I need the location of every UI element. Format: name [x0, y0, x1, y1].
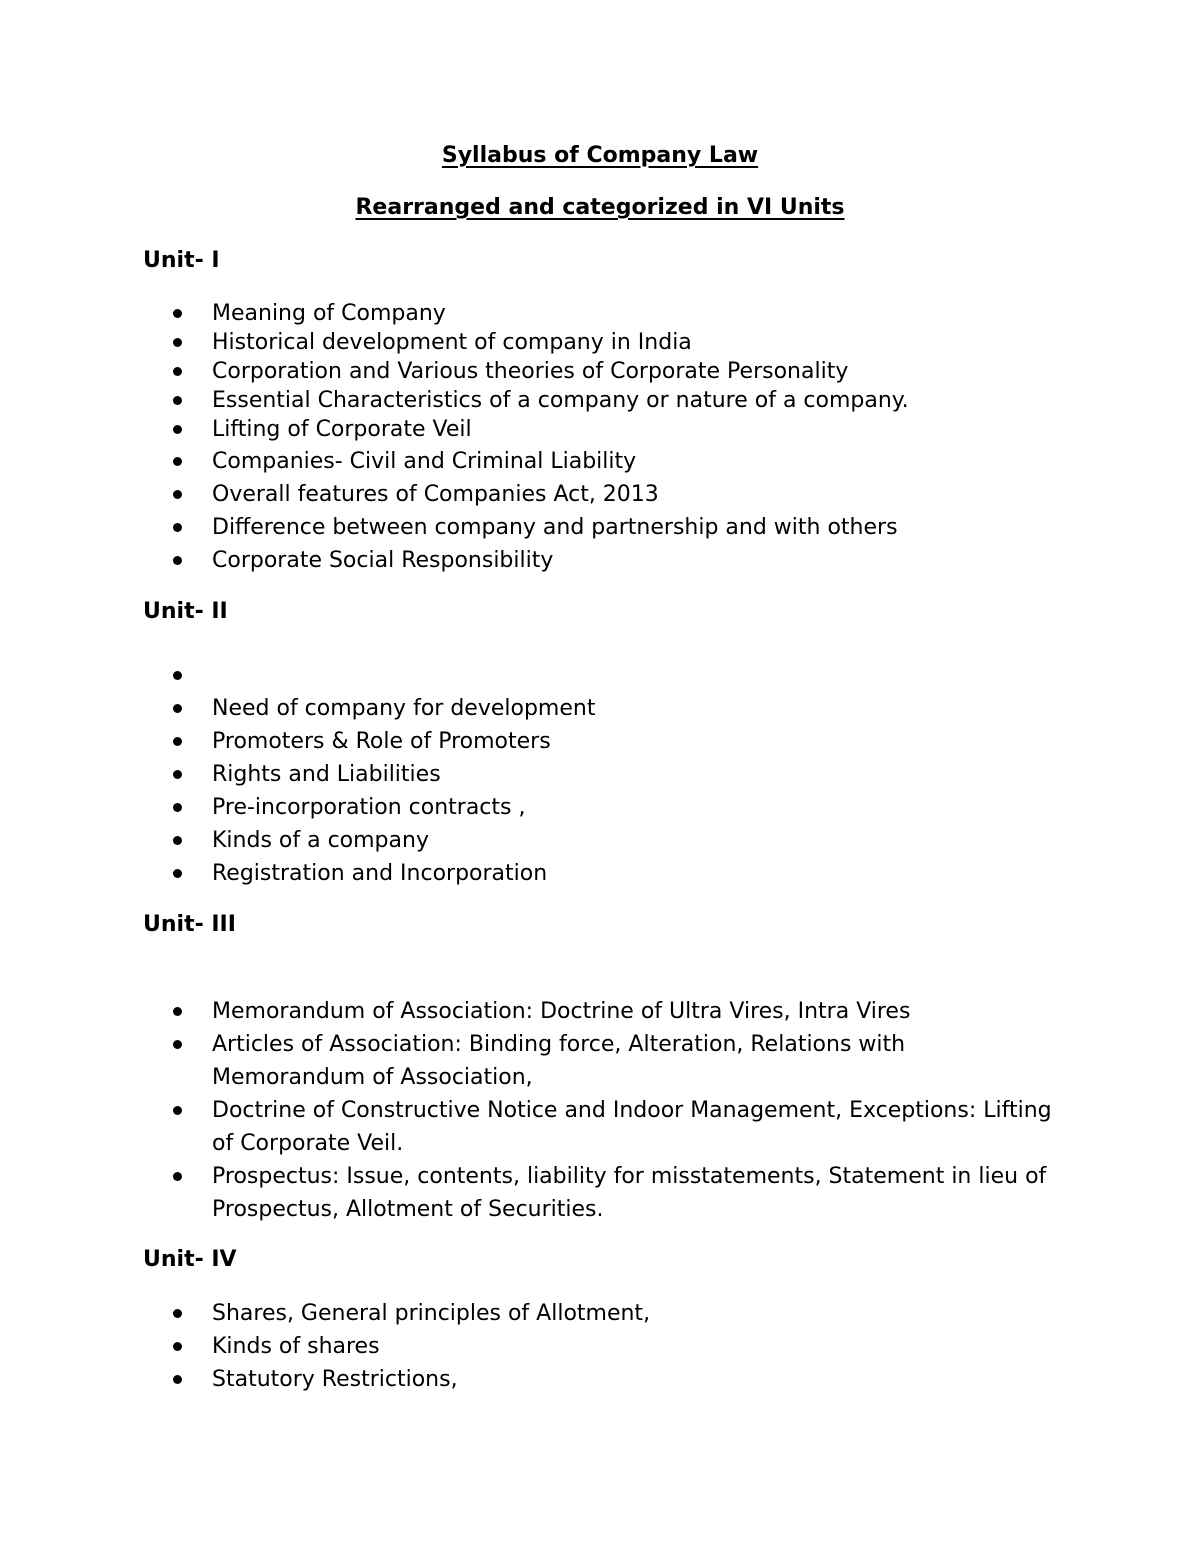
bullet-icon	[173, 1375, 182, 1384]
bullet-icon	[173, 556, 182, 565]
document-title: Syllabus of Company Law	[441, 143, 759, 168]
bullet-icon	[173, 836, 182, 845]
bullet-icon	[173, 425, 182, 434]
bullet-icon	[173, 338, 182, 347]
bullet-icon	[173, 490, 182, 499]
unit-heading: Unit- II	[143, 599, 228, 624]
unit-heading: Unit- III	[143, 912, 236, 937]
bullet-icon	[173, 396, 182, 405]
document-subtitle: Rearranged and categorized in VI Units	[355, 195, 845, 220]
bullet-icon	[173, 704, 182, 713]
unit-heading: Unit- IV	[143, 1247, 237, 1272]
bullet-icon	[173, 1172, 182, 1181]
bullet-icon	[173, 1309, 182, 1318]
bullet-icon	[173, 737, 182, 746]
bullet-icon	[173, 671, 182, 680]
bullet-icon	[173, 803, 182, 812]
bullet-icon	[173, 457, 182, 466]
bullet-icon	[173, 523, 182, 532]
bullet-icon	[173, 869, 182, 878]
bullet-icon	[173, 367, 182, 376]
bullet-icon	[173, 770, 182, 779]
bullet-icon	[173, 1007, 182, 1016]
bullet-icon	[173, 1342, 182, 1351]
unit-heading: Unit- I	[143, 248, 220, 273]
bullet-icon	[173, 1106, 182, 1115]
bullet-icon	[173, 1040, 182, 1049]
bullet-icon	[173, 309, 182, 318]
document-page: Syllabus of Company Law Rearranged and categorized in VI Units Unit- I Meaning of Company Historical development of company in India Corporation and Various theories of Corporate Personality Essential Characteristics of a company or nature of a company. Lifting of Corporate Veil Companies- Civil and Criminal Liability Overall features of Companies Act, 2013 Difference between company and partnership and with others Corporate Social Responsibility Unit- II Need of company for development Promoters & Role of Promoters Rights and Liabilities Pre-incorporation contracts , Kinds of a company Registration and Incorporation Unit- III Memorandum of Association: Doctrine of Ultra Vires, Intra Vires Articles of Association: Binding force, Alteration, Relations with Memorandum of Association, Doctrine of Constructive Notice and Indoor Management, Exceptions: Lifting of Corporate Veil. Prospectus: Issue, contents, liability for misstatements, Statement in lieu of Prospectus, Allotment of Securities. Unit- IV Shares, General principles of Allotment, Kinds of shares Statutory Restrictions,	[0, 0, 1200, 1553]
